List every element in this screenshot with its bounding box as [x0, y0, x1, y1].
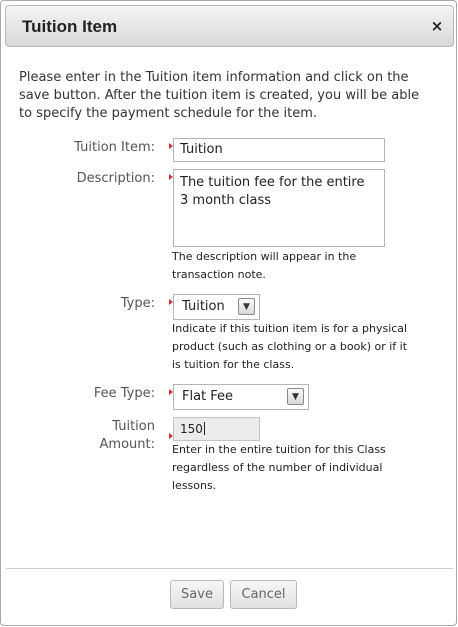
close-icon[interactable]: ×	[430, 17, 444, 35]
description-line-1: The tuition fee for the entire	[180, 175, 365, 190]
description-line-2: 3 month class	[180, 193, 271, 208]
tuition-amount-input[interactable]	[173, 417, 260, 441]
dialog-title: Tuition Item	[22, 17, 118, 36]
tuition-amount-value: 150	[180, 422, 203, 436]
description-hint	[172, 248, 422, 284]
chevron-down-icon[interactable]: ▼	[238, 298, 255, 315]
save-button[interactable]: Save	[170, 580, 224, 609]
tuition-amount-hint-line-1: Enter in the entire tuition for this Class	[172, 443, 386, 456]
tuition-amount-hint-line-3: lessons.	[172, 479, 217, 492]
type-hint-line-2: product (such as clothing or a book) or if it	[172, 340, 408, 353]
chevron-down-icon[interactable]: ▼	[287, 388, 304, 405]
tuition-item-input[interactable]	[173, 138, 385, 162]
type-hint	[172, 320, 422, 374]
description-hint-line-2: transaction note.	[172, 268, 266, 281]
type-selected-value: Tuition	[182, 299, 225, 314]
tuition-item-value: Tuition	[180, 142, 223, 157]
footer-divider	[6, 568, 453, 569]
type-hint-line-3: is tuition for the class.	[172, 358, 295, 371]
dialog-titlebar	[5, 5, 454, 47]
description-textarea[interactable]	[173, 169, 385, 247]
tuition-amount-label-line-2: Amount:	[99, 437, 155, 452]
fee-type-label: Fee Type:	[93, 386, 155, 401]
tuition-amount-label-line-1: Tuition	[112, 419, 155, 434]
text-cursor	[204, 422, 205, 435]
fee-type-selected-value: Flat Fee	[182, 389, 234, 404]
cancel-button[interactable]: Cancel	[230, 580, 297, 609]
tuition-item-label: Tuition Item:	[74, 140, 155, 155]
description-label: Description:	[76, 171, 155, 186]
tuition-amount-label	[100, 418, 155, 454]
fee-type-select[interactable]	[173, 384, 309, 410]
type-label: Type:	[120, 296, 155, 311]
type-select[interactable]	[173, 294, 260, 320]
tuition-amount-hint	[172, 441, 422, 495]
description-hint-line-1: The description will appear in the	[172, 250, 357, 263]
type-hint-line-1: Indicate if this tuition item is for a physical	[172, 322, 408, 335]
tuition-amount-hint-line-2: regardless of the number of individual	[172, 461, 383, 474]
intro-text: Please enter in the Tuition item information and click on the save button. After the tuition item is created, you will be able to specify the payment schedule for the item.	[19, 70, 420, 121]
